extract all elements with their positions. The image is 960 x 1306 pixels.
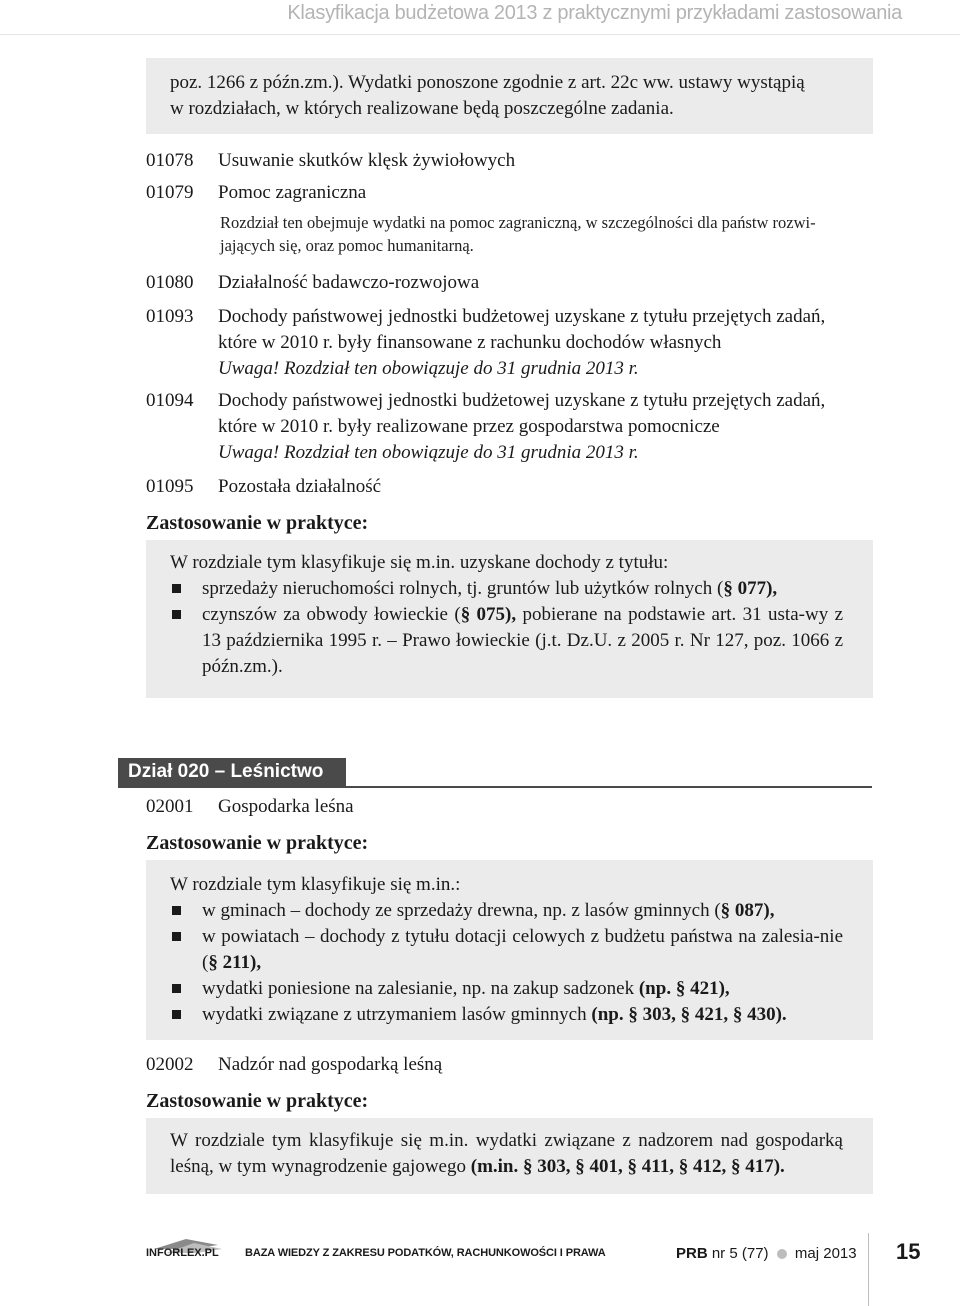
running-head bbox=[0, 0, 960, 35]
validity-note: Uwaga! Rozdział ten obowiązuje do 31 grudnia 2013 r. bbox=[218, 358, 639, 379]
validity-note: Uwaga! Rozdział ten obowiązuje do 31 grudnia 2013 r. bbox=[218, 442, 639, 463]
chapter-title: Gospodarka leśna bbox=[218, 796, 354, 817]
chapter-title: Pozostała działalność bbox=[218, 476, 382, 497]
practice-refs: (m.in. § 303, § 401, § 411, § 412, § 417). bbox=[470, 1156, 785, 1177]
title-line-1: Dochody państwowej jednostki budżetowej uzyskane z tytułu przejętych zadań, bbox=[218, 390, 826, 411]
chapter-code: 01093 bbox=[146, 306, 194, 327]
chapter-code: 01079 bbox=[146, 182, 194, 203]
practice-heading: Zastosowanie w praktyce: bbox=[146, 1090, 369, 1112]
practice-list bbox=[170, 576, 843, 680]
title-line-1: Dochody państwowej jednostki budżetowej uzyskane z tytułu przejętych zadań, bbox=[218, 306, 826, 327]
chapter-title: Pomoc zagraniczna bbox=[218, 182, 367, 203]
list-item: wydatki związane z utrzymaniem lasów gminnych (np. § 303, § 421, § 430). bbox=[170, 1002, 843, 1028]
separator-dot-icon bbox=[777, 1249, 787, 1259]
title-line-2: które w 2010 r. były realizowane przez gospodarstwa pomocnicze bbox=[218, 416, 720, 437]
list-item: w powiatach – dochody z tytułu dotacji celowych z budżetu państwa na zalesia-nie (§ 211), bbox=[170, 924, 843, 976]
running-head-title: Klasyfikacja budżetowa 2013 z praktycznymi przykładami zastosowania bbox=[287, 2, 902, 24]
top-note-line-1: poz. 1266 z późn.zm.). Wydatki ponoszone zgodnie z art. 22c ww. ustawy wystąpią bbox=[170, 72, 805, 93]
chapter-title: Działalność badawczo-rozwojowa bbox=[218, 272, 480, 293]
magazine-name: PRB bbox=[676, 1245, 708, 1262]
chapter-code: 01080 bbox=[146, 272, 194, 293]
chapter-01093-title bbox=[218, 304, 873, 382]
top-note-line-2: w rozdziałach, w których realizowane będą poszczególne zadania. bbox=[170, 98, 674, 119]
chapter-01079-description bbox=[220, 211, 875, 257]
chapter-code: 02002 bbox=[146, 1054, 194, 1075]
footer-tagline: BAZA WIEDZY Z ZAKRESU PODATKÓW, RACHUNKOWOŚCI I PRAWA bbox=[245, 1247, 606, 1259]
practice-text: W rozdziale tym klasyfikuje się m.in. wydatki związane z nadzorem nad gospodarką leśną, w tym wynagrodzenie gajowego bbox=[170, 1130, 843, 1177]
list-item: sprzedaży nieruchomości rolnych, tj. gruntów lub użytków rolnych (§ 077), bbox=[170, 576, 843, 602]
chapter-01094-title bbox=[218, 388, 873, 466]
issue-number: nr 5 (77) bbox=[711, 1245, 769, 1262]
practice-heading: Zastosowanie w praktyce: bbox=[146, 832, 369, 854]
top-note-box bbox=[146, 58, 873, 134]
chapter-code: 02001 bbox=[146, 796, 194, 817]
practice-list bbox=[170, 898, 843, 1028]
list-item: czynszów za obwody łowieckie (§ 075), pobierane na podstawie art. 31 usta-wy z 13 października 1995 r. – Prawo łowieckie (j.t. Dz.U. z 2005 r. Nr 127, poz. 1066 z późn.zm.). bbox=[170, 602, 843, 680]
practice-box-3 bbox=[146, 1118, 873, 1194]
practice-heading: Zastosowanie w praktyce: bbox=[146, 512, 369, 534]
practice-box-2 bbox=[146, 860, 873, 1040]
section-divider bbox=[118, 786, 872, 788]
chapter-code: 01095 bbox=[146, 476, 194, 497]
chapter-code: 01078 bbox=[146, 150, 194, 171]
list-item: wydatki poniesione na zalesianie, np. na zakup sadzonek (np. § 421), bbox=[170, 976, 843, 1002]
page-footer bbox=[0, 1225, 960, 1306]
practice-intro: W rozdziale tym klasyfikuje się m.in.: bbox=[170, 874, 461, 895]
title-line-2: które w 2010 r. były finansowane z rachunku dochodów własnych bbox=[218, 332, 722, 353]
logo-text: INFORLEX.PL bbox=[146, 1247, 219, 1259]
list-item: w gminach – dochody ze sprzedaży drewna, np. z lasów gminnych (§ 087), bbox=[170, 898, 843, 924]
issue-info bbox=[676, 1245, 857, 1262]
chapter-title: Usuwanie skutków klęsk żywiołowych bbox=[218, 150, 516, 171]
issue-date: maj 2013 bbox=[794, 1245, 857, 1262]
section-label: Dział 020 – Leśnictwo bbox=[118, 758, 346, 786]
chapter-title: Nadzór nad gospodarką leśną bbox=[218, 1054, 443, 1075]
description-line-1: Rozdział ten obejmuje wydatki na pomoc zagraniczną, w szczególności dla państw rozwi- bbox=[220, 213, 816, 232]
chapter-code: 01094 bbox=[146, 390, 194, 411]
practice-intro: W rozdziale tym klasyfikuje się m.in. uzyskane dochody z tytułu: bbox=[170, 552, 669, 573]
description-line-2: jających się, oraz pomoc humanitarną. bbox=[220, 236, 474, 255]
practice-box-1 bbox=[146, 540, 873, 698]
page-number: 15 bbox=[896, 1239, 921, 1264]
footer-divider bbox=[868, 1233, 869, 1306]
